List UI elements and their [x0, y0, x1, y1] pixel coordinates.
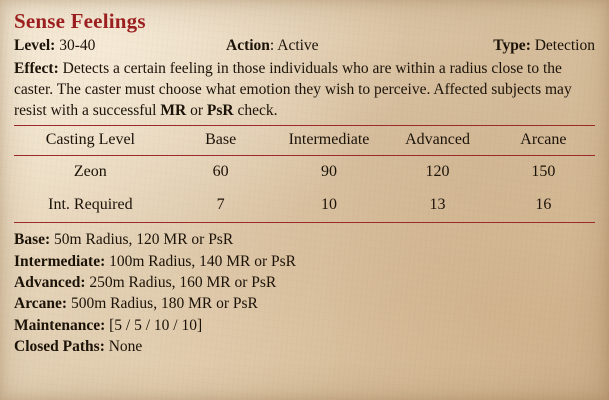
note-line-advanced — [14, 272, 595, 293]
table-cell: 16 — [492, 189, 595, 223]
table-header-cell: Arcane — [492, 126, 595, 156]
effect-conjunction: or — [186, 102, 207, 120]
note-label: Closed Paths: — [14, 338, 105, 356]
stat-type-label: Type: — [493, 37, 531, 55]
note-label: Base: — [14, 231, 51, 249]
table-row — [14, 189, 595, 223]
table-header-cell: Casting Level — [14, 126, 167, 156]
stat-row — [14, 36, 595, 57]
note-line-maintenance — [14, 315, 595, 336]
note-value: 250m Radius, 160 MR or PsR — [89, 274, 277, 291]
note-value: 100m Radius, 140 MR or PsR — [109, 252, 297, 270]
stat-level-value: 30-40 — [59, 37, 96, 55]
stat-type — [463, 36, 595, 57]
note-value: [5 / 5 / 10 / 10] — [109, 316, 203, 334]
note-label: Advanced: — [14, 274, 86, 291]
effect-label: Effect: — [14, 60, 59, 78]
casting-level-table — [14, 125, 595, 223]
note-label: Intermediate: — [14, 252, 106, 270]
card-content — [14, 10, 595, 358]
note-line-closed-paths — [14, 336, 595, 357]
stat-action-label: Action — [226, 37, 270, 55]
table-cell: 90 — [320, 163, 337, 181]
effect-text-part2: check. — [233, 102, 278, 120]
table-cell: 150 — [531, 163, 556, 181]
table-row — [14, 156, 595, 190]
table-row-label: Int. Required — [14, 189, 167, 223]
page-title: Sense Feelings — [14, 9, 146, 33]
effect-text-part1: Detects a certain feeling in those individuals who are within a radius close to the caster. The caster must choose what emotion they wish to perceive. Affected subjects may resist with a successful — [14, 60, 572, 120]
note-label: Maintenance: — [14, 316, 106, 334]
table-header-cell: Advanced — [383, 126, 491, 156]
table-cell: 10 — [275, 189, 384, 223]
table-cell: 60 — [212, 163, 229, 181]
stat-action — [226, 36, 463, 57]
table-cell: 120 — [425, 163, 450, 181]
table-cell: 7 — [167, 189, 275, 223]
table-body — [14, 156, 595, 223]
stat-type-value: Detection — [534, 37, 595, 55]
stat-level-label: Level: — [14, 37, 56, 55]
note-line-base — [14, 229, 595, 250]
effect-paragraph — [14, 58, 595, 121]
note-line-arcane — [14, 293, 595, 314]
table-header-row — [14, 126, 595, 156]
table-header-cell: Base — [167, 126, 275, 156]
note-line-intermediate — [14, 251, 595, 272]
stat-action-value: : Active — [269, 37, 319, 55]
note-value: 50m Radius, 120 MR or PsR — [54, 231, 234, 249]
table-cell: 13 — [383, 189, 491, 223]
note-value: 500m Radius, 180 MR or PsR — [70, 295, 258, 313]
effect-mr-term: MR — [160, 102, 187, 120]
table-row-label: Zeon — [73, 163, 107, 181]
notes-list — [14, 229, 595, 357]
stat-level — [14, 36, 226, 57]
table-head — [14, 126, 595, 156]
note-value: None — [108, 338, 143, 356]
note-label: Arcane: — [14, 295, 68, 313]
table-header-cell: Intermediate — [275, 126, 384, 156]
effect-psr-term: PsR — [206, 102, 234, 120]
